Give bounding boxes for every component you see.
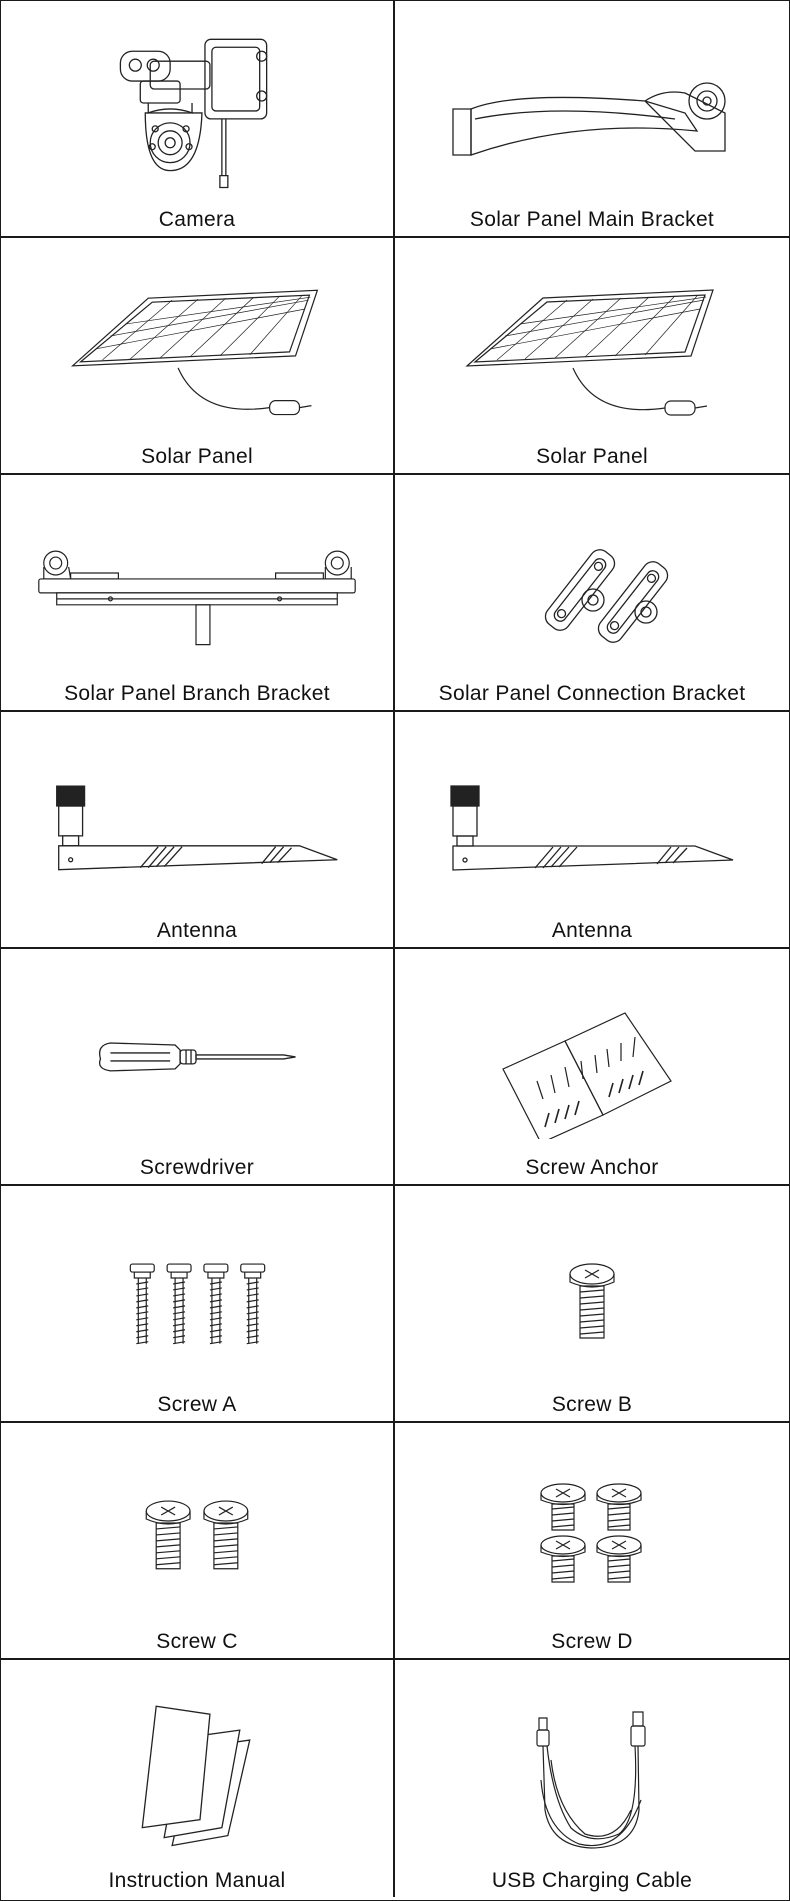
usb-cable-icon bbox=[395, 1660, 789, 1850]
part-label: Screw D bbox=[551, 1630, 633, 1653]
part-cell-screw-b bbox=[395, 1186, 789, 1423]
screw-d-icon bbox=[395, 1423, 789, 1613]
connection-bracket-icon bbox=[395, 475, 789, 665]
part-label: Screwdriver bbox=[139, 1156, 255, 1179]
part-cell-screwdriver bbox=[1, 949, 395, 1186]
part-cell-solar-panel-1 bbox=[1, 238, 395, 475]
part-label: Screw B bbox=[551, 1393, 633, 1416]
part-cell-instruction-manual bbox=[1, 1660, 395, 1897]
part-cell-antenna-2 bbox=[395, 712, 789, 949]
main-bracket-icon bbox=[395, 1, 789, 191]
screw-b-icon bbox=[395, 1186, 789, 1376]
part-label: Screw Anchor bbox=[525, 1156, 659, 1179]
manual-icon bbox=[1, 1660, 393, 1850]
screw-anchor-icon bbox=[395, 949, 789, 1139]
part-cell-connection-bracket bbox=[395, 475, 789, 712]
part-label: Screw C bbox=[156, 1630, 238, 1653]
screwdriver-icon bbox=[1, 949, 393, 1139]
part-label: Camera bbox=[158, 208, 236, 231]
antenna-icon bbox=[1, 712, 393, 902]
part-label: Solar Panel bbox=[536, 445, 648, 468]
part-label: Solar Panel bbox=[141, 445, 253, 468]
part-cell-antenna-1 bbox=[1, 712, 395, 949]
part-label: Solar Panel Branch Bracket bbox=[64, 682, 330, 705]
part-label: Antenna bbox=[156, 919, 238, 942]
branch-bracket-icon bbox=[1, 475, 393, 665]
part-cell-screw-a bbox=[1, 1186, 395, 1423]
part-cell-usb-cable bbox=[395, 1660, 789, 1897]
part-cell-screw-d bbox=[395, 1423, 789, 1660]
screw-a-icon bbox=[1, 1186, 393, 1376]
part-label: Solar Panel Main Bracket bbox=[469, 208, 715, 231]
antenna-icon bbox=[395, 712, 789, 902]
part-cell-screw-c bbox=[1, 1423, 395, 1660]
part-cell-screw-anchor bbox=[395, 949, 789, 1186]
camera-icon bbox=[1, 1, 393, 191]
solar-panel-icon bbox=[1, 238, 393, 428]
part-cell-camera bbox=[1, 1, 395, 238]
part-label: Instruction Manual bbox=[108, 1869, 286, 1892]
part-label: Antenna bbox=[551, 919, 633, 942]
screw-c-icon bbox=[1, 1423, 393, 1613]
part-label: Solar Panel Connection Bracket bbox=[438, 682, 746, 705]
part-cell-solar-panel-2 bbox=[395, 238, 789, 475]
solar-panel-icon bbox=[395, 238, 789, 428]
part-label: Screw A bbox=[157, 1393, 237, 1416]
part-cell-main-bracket bbox=[395, 1, 789, 238]
part-cell-branch-bracket bbox=[1, 475, 395, 712]
part-label: USB Charging Cable bbox=[491, 1869, 693, 1892]
